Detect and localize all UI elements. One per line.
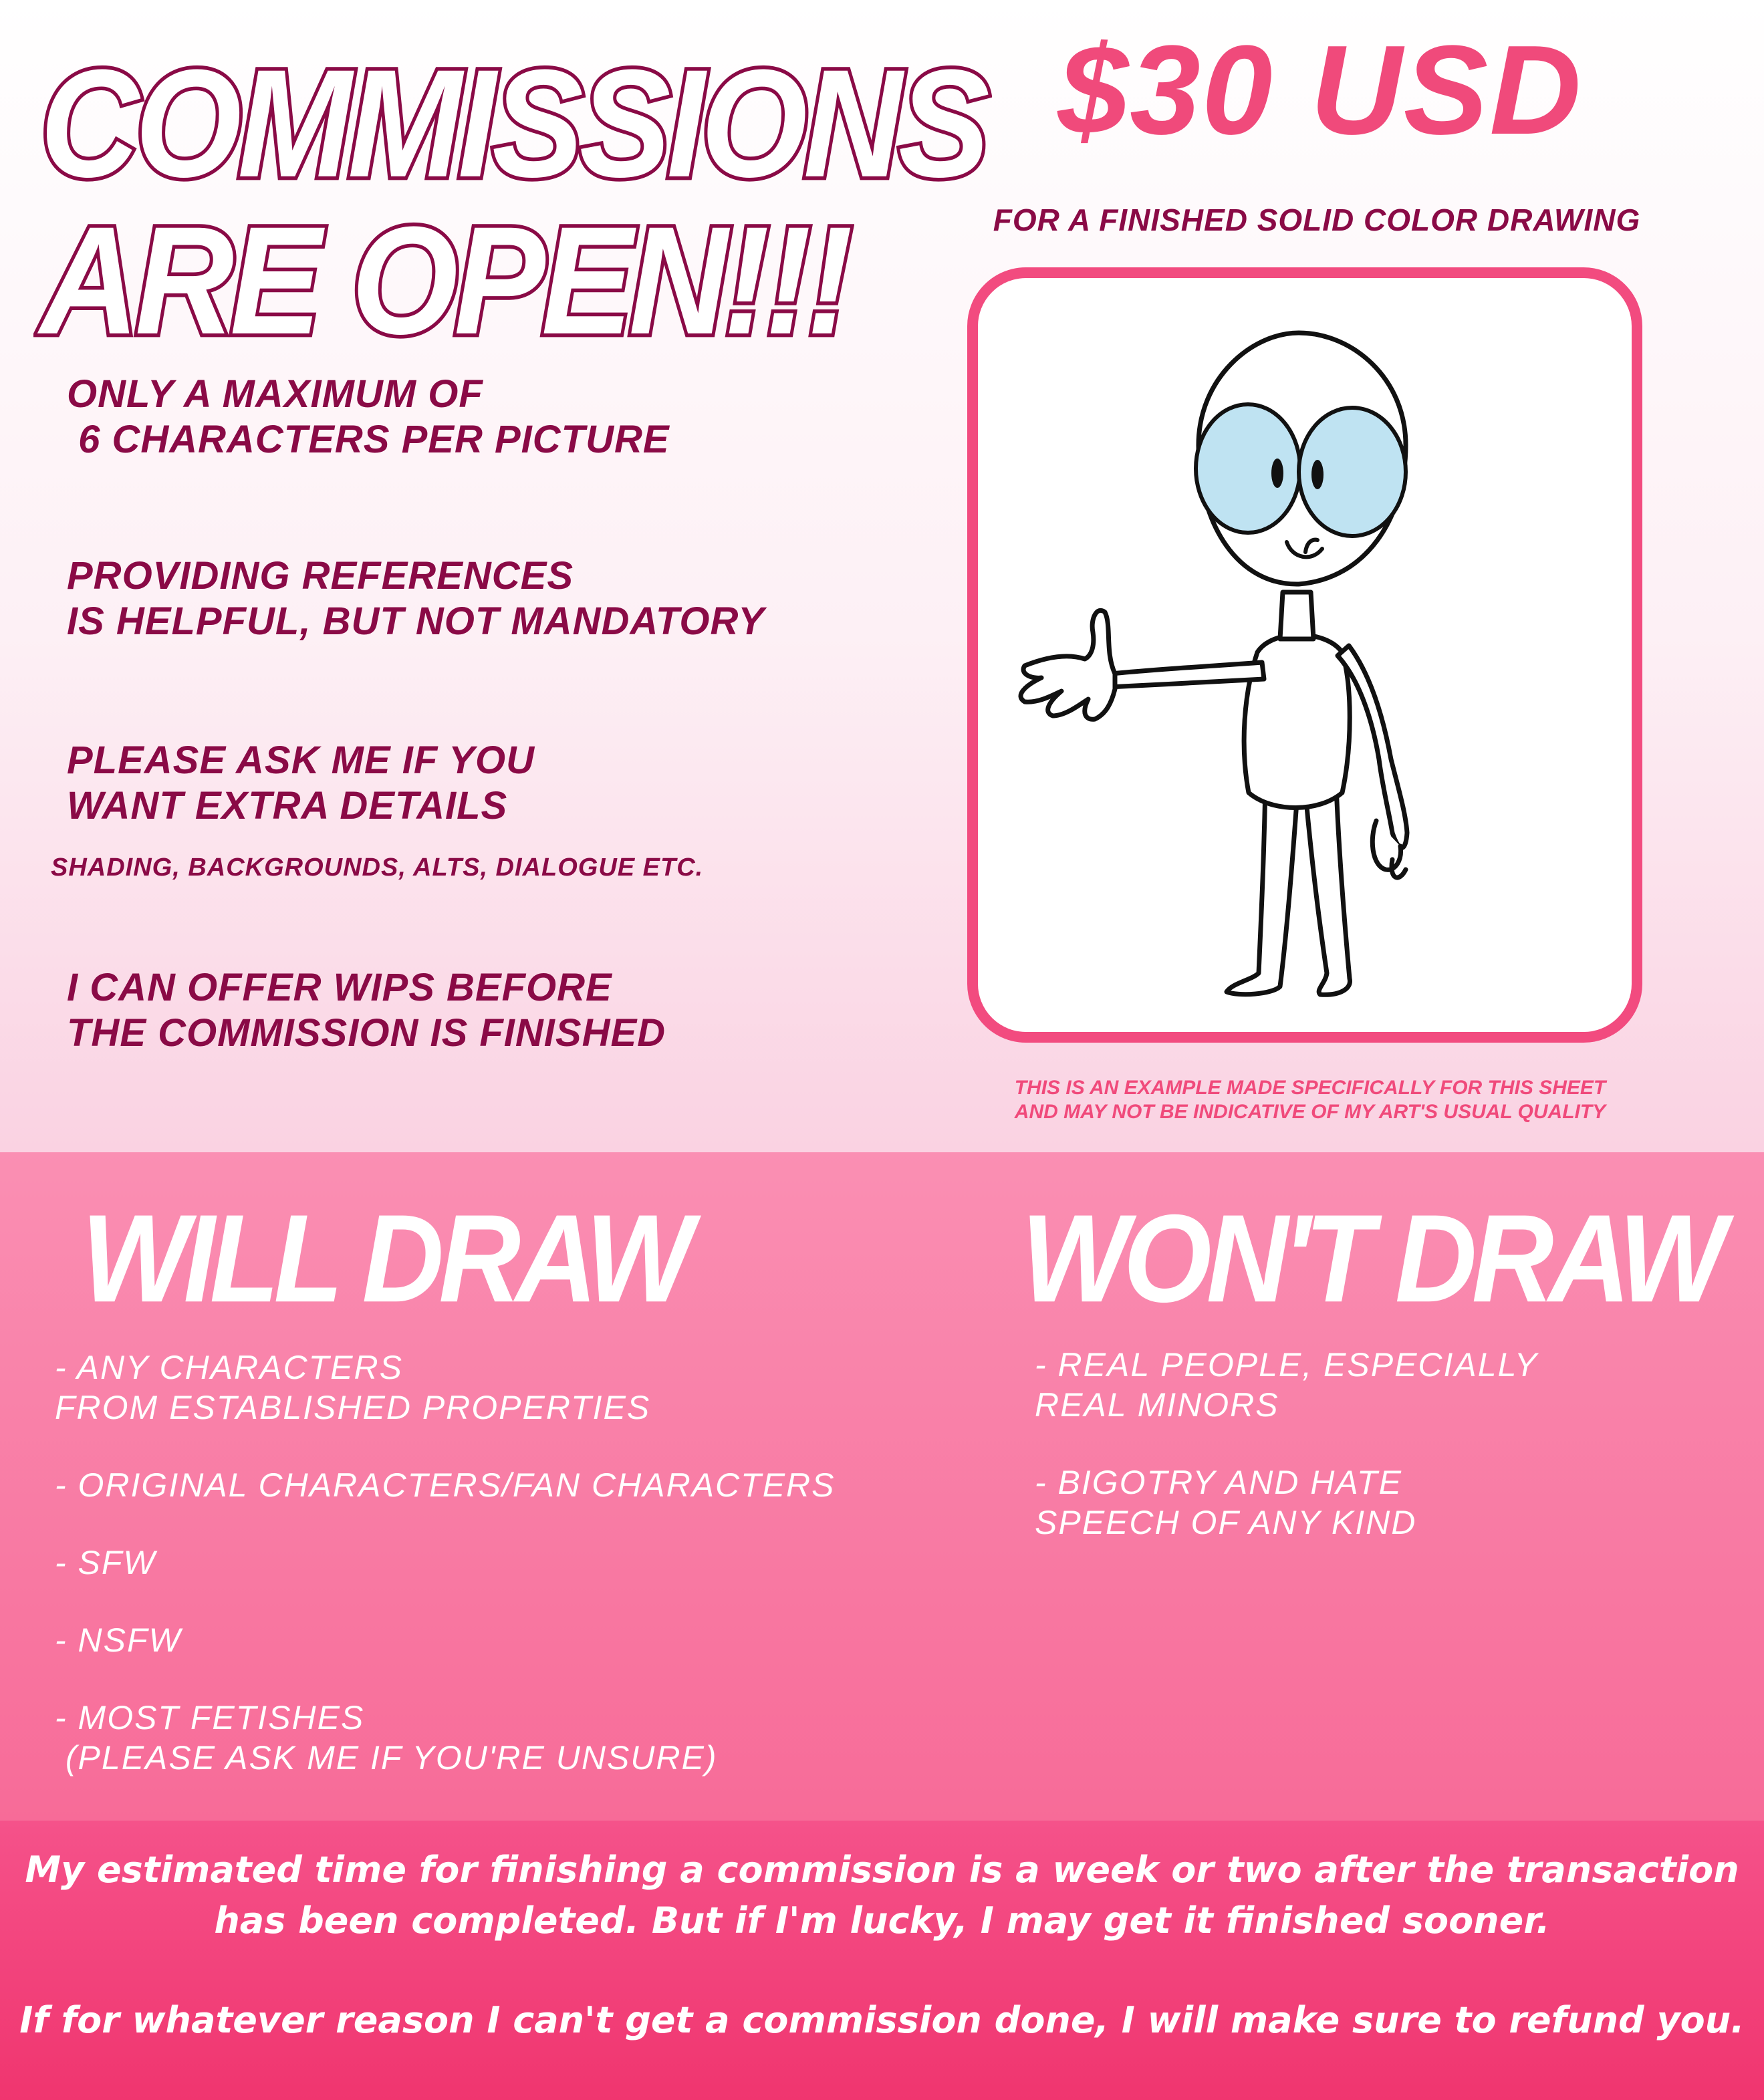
list-item: - ORIGINAL CHARACTERS/FAN CHARACTERS — [55, 1466, 836, 1504]
neck — [1280, 592, 1313, 639]
headline-commissions: COMMISSIONS — [40, 37, 986, 210]
extended-hand — [1021, 610, 1115, 719]
info-references: PROVIDING REFERENCES IS HELPFUL, BUT NOT MANDATORY — [67, 554, 765, 643]
list-item: - NSFW — [55, 1621, 182, 1659]
right-leg — [1305, 786, 1350, 995]
price-subtitle: FOR A FINISHED SOLID COLOR DRAWING — [993, 203, 1641, 237]
info-extra-details: PLEASE ASK ME IF YOU WANT EXTRA DETAILS — [67, 739, 535, 827]
list-item: - SFW — [55, 1544, 156, 1581]
price-amount: $30 USD — [1057, 19, 1583, 161]
list-item: - ANY CHARACTERS FROM ESTABLISHED PROPERTIES — [55, 1349, 651, 1426]
left-eye — [1196, 404, 1300, 533]
info-extra-details-examples: SHADING, BACKGROUNDS, ALTS, DIALOGUE ETC. — [51, 854, 704, 882]
will-draw-list — [55, 1347, 836, 1815]
wont-draw-list — [1035, 1345, 1538, 1580]
list-item: - BIGOTRY AND HATE SPEECH OF ANY KIND — [1035, 1464, 1417, 1541]
example-character-illustration — [978, 278, 1632, 1032]
example-drawing-frame — [967, 267, 1642, 1043]
info-max-characters: ONLY A MAXIMUM OF 6 CHARACTERS PER PICTURE — [67, 372, 670, 461]
footer-turnaround-text: My estimated time for finishing a commission is a week or two after the transaction has been completed. But if I'm lucky, I may get it finished sooner. — [25, 1849, 1739, 1942]
left-pupil — [1271, 458, 1283, 488]
headline-are-open: ARE OPEN!!! — [40, 194, 849, 367]
example-disclaimer: THIS IS AN EXAMPLE MADE SPECIFICALLY FOR THIS SHEET AND MAY NOT BE INDICATIVE OF MY ART'S USUAL QUALITY — [1014, 1077, 1606, 1123]
right-pupil — [1311, 460, 1324, 489]
extended-arm — [1109, 662, 1264, 687]
wont-draw-heading: WON'T DRAW — [1021, 1189, 1721, 1329]
left-leg — [1227, 786, 1297, 995]
list-item: - REAL PEOPLE, ESPECIALLY REAL MINORS — [1035, 1346, 1539, 1424]
info-wips: I CAN OFFER WIPS BEFORE THE COMMISSION IS FINISHED — [67, 966, 666, 1055]
list-item: - MOST FETISHES (PLEASE ASK ME IF YOU'RE UNSURE) — [55, 1699, 718, 1777]
will-draw-heading: WILL DRAW — [82, 1189, 688, 1329]
footer-refund-text: If for whatever reason I can't get a commission done, I will make sure to refund you. — [19, 1999, 1745, 2041]
